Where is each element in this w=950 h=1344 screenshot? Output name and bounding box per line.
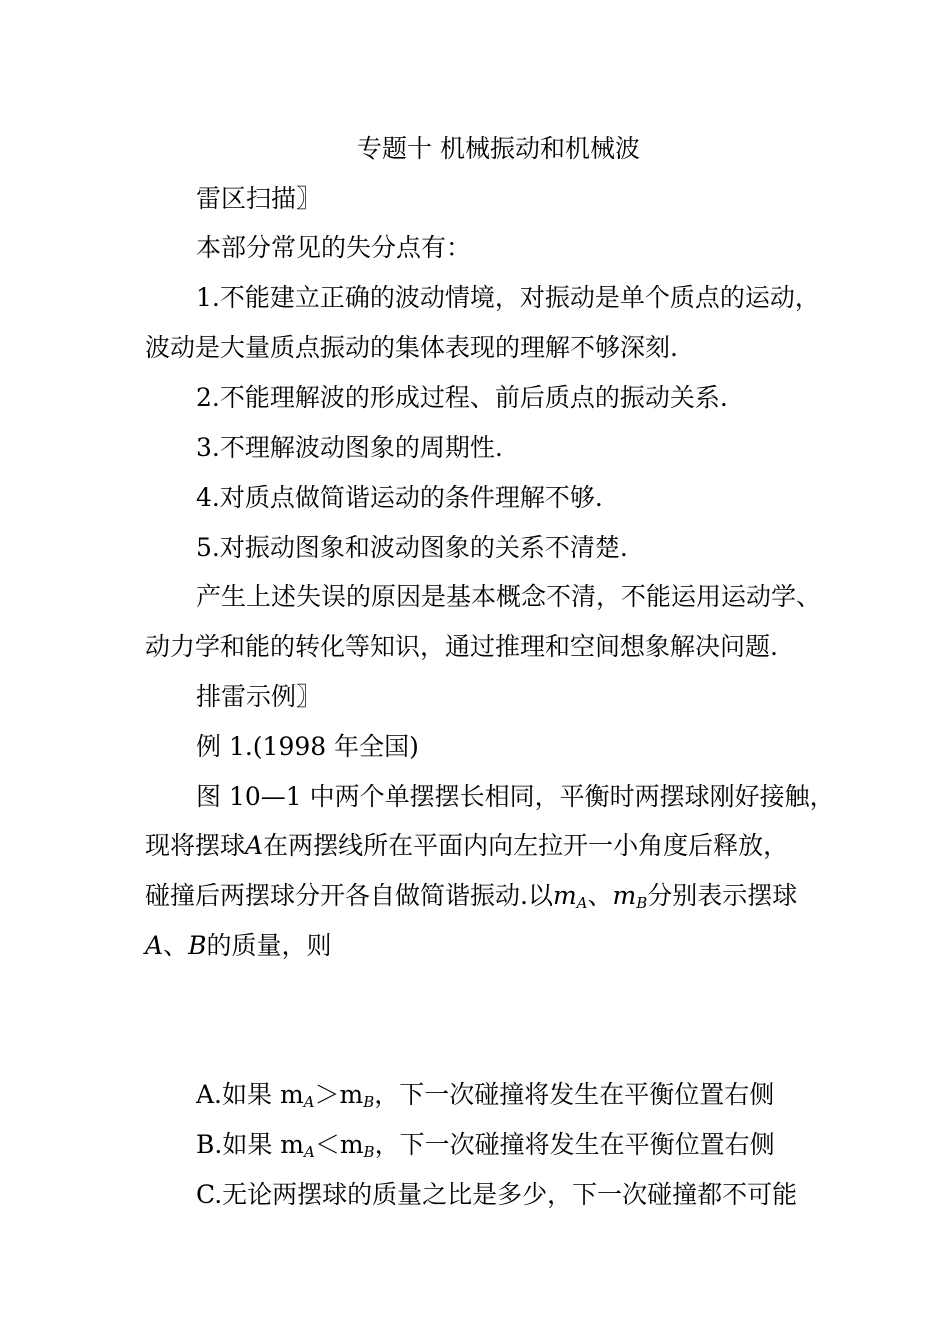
point-3: 3.不理解波动图象的周期性. xyxy=(196,433,503,462)
problem-line-1: 图 10—1 中两个单摆摆长相同，平衡时两摆球刚好接触， xyxy=(196,782,835,811)
subscript-b: B xyxy=(363,1143,375,1161)
problem-line-2 xyxy=(145,831,788,861)
cause-line-2: 动力学和能的转化等知识，通过推理和空间想象解决问题. xyxy=(145,632,778,661)
problem-line-3 xyxy=(145,881,797,911)
mass-symbol: m xyxy=(612,881,637,910)
point-1-line-2: 波动是大量质点振动的集体表现的理解不够深刻. xyxy=(145,333,678,362)
subscript-a: A xyxy=(576,894,588,912)
option-text: A.如果 m xyxy=(196,1080,304,1109)
option-b xyxy=(196,1130,775,1160)
point-1-line-1: 1.不能建立正确的波动情境，对振动是单个质点的运动， xyxy=(196,283,820,312)
variable-b: B xyxy=(188,931,207,960)
subscript-b: B xyxy=(636,894,648,912)
variable-a: A xyxy=(145,931,164,960)
scan-heading: 雷区扫描〗 xyxy=(196,184,322,213)
mass-symbol: m xyxy=(552,881,577,910)
page-title: 专题十 机械振动和机械波 xyxy=(357,134,640,163)
problem-text: 分别表示摆球 xyxy=(647,881,798,910)
problem-text: 碰撞后两摆球分开各自做简谐振动.以 xyxy=(145,881,553,910)
option-text: ，下一次碰撞将发生在平衡位置右侧 xyxy=(374,1130,775,1159)
option-text: B.如果 m xyxy=(196,1130,304,1159)
separator: 、 xyxy=(587,881,613,910)
subscript-a: A xyxy=(303,1143,315,1161)
variable-a: A xyxy=(245,831,264,860)
option-a xyxy=(196,1080,774,1110)
subscript-b: B xyxy=(363,1093,375,1111)
cause-line-1: 产生上述失误的原因是基本概念不清，不能运用运动学、 xyxy=(196,582,822,611)
example-label: 例 1.(1998 年全国) xyxy=(196,732,419,761)
point-2: 2.不能理解波的形成过程、前后质点的振动关系. xyxy=(196,383,728,412)
example-heading: 排雷示例〗 xyxy=(196,682,322,711)
problem-text: 现将摆球 xyxy=(145,831,246,860)
option-text: ＜m xyxy=(314,1130,364,1159)
option-text: ，下一次碰撞将发生在平衡位置右侧 xyxy=(374,1080,775,1109)
problem-line-4 xyxy=(145,931,331,961)
point-5: 5.对振动图象和波动图象的关系不清楚. xyxy=(196,533,628,562)
subscript-a: A xyxy=(303,1093,315,1111)
option-text: ＞m xyxy=(314,1080,364,1109)
problem-text: 的质量，则 xyxy=(206,931,332,960)
problem-text: 在两摆线所在平面内向左拉开一小角度后释放， xyxy=(263,831,789,860)
option-c: C.无论两摆球的质量之比是多少，下一次碰撞都不可能 xyxy=(196,1180,798,1209)
point-4: 4.对质点做简谐运动的条件理解不够. xyxy=(196,483,603,512)
separator: 、 xyxy=(163,931,189,960)
intro-text: 本部分常见的失分点有： xyxy=(196,233,472,262)
